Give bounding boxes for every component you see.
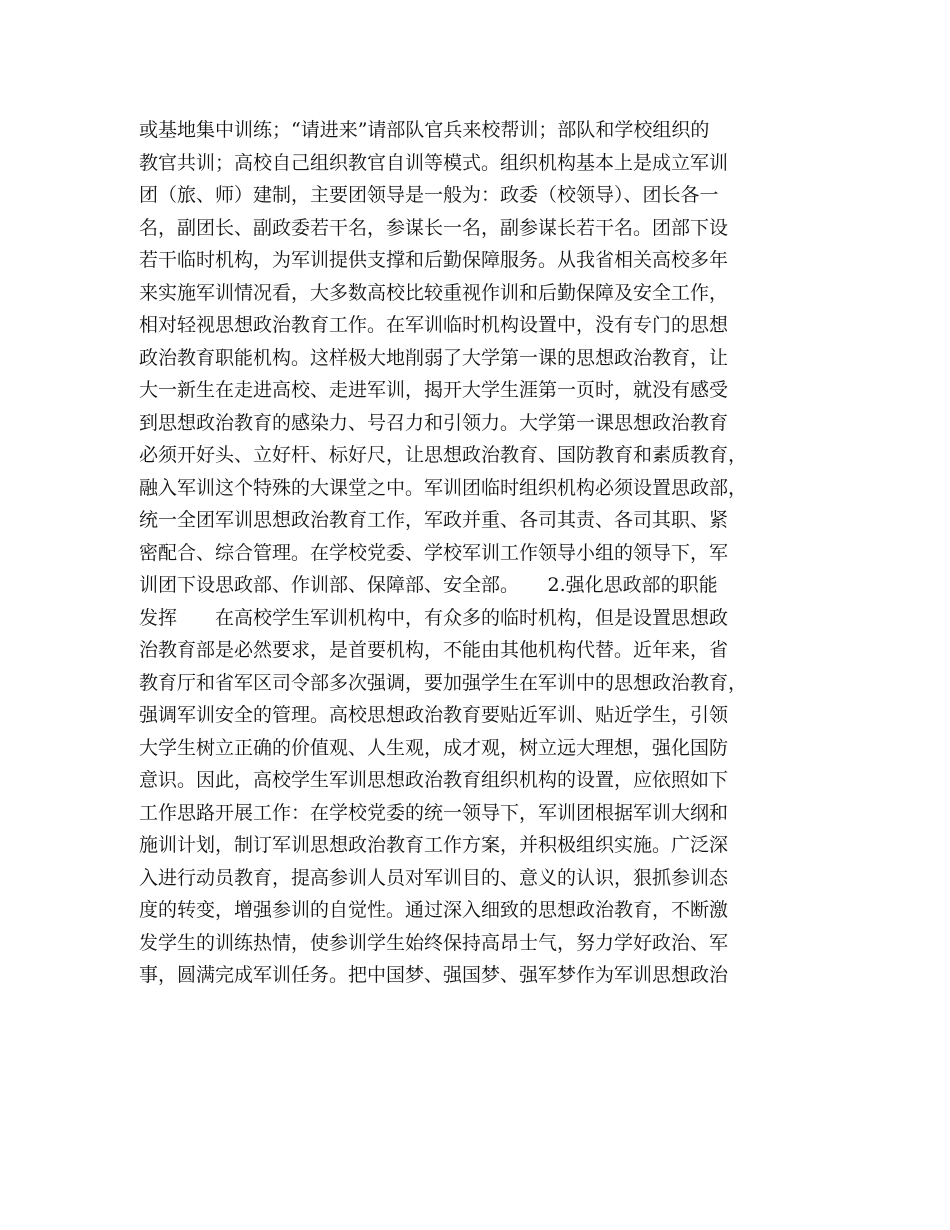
text-line: 发学生的训练热情，使参训学生始终保持高昂士气，努力学好政治、军 xyxy=(139,931,729,954)
text-line: 若干临时机构，为军训提供支撑和后勤保障服务。从我省相关高校多年 xyxy=(139,249,729,271)
text-line: 入进行动员教育，提高参训人员对军训目的、意义的认识，狠抓参训态 xyxy=(139,866,729,889)
text-line: 融入军训这个特殊的大课堂之中。军训团临时组织机构必须设置思政部， xyxy=(139,476,748,499)
text-line: 密配合、综合管理。在学校党委、学校军训工作领导小组的领导下，军 xyxy=(139,541,729,564)
text-line: 必须开好头、立好杆、标好尺，让思想政治教育、国防教育和素质教育， xyxy=(139,444,748,466)
text-line: 统一全团军训思想政治教育工作，军政并重、各司其责、各司其职、紧 xyxy=(139,509,729,531)
text-line: 训团下设思政部、作训部、保障部、安全部。 2.强化思政部的职能 xyxy=(139,574,718,596)
text-line: 发挥 在高校学生军训机构中，有众多的临时机构，但是设置思想政 xyxy=(139,606,729,629)
text-line: 教官共训；高校自己组织教官自训等模式。组织机构基本上是成立军训 xyxy=(139,151,729,174)
text-line: 到思想政治教育的感染力、号召力和引领力。大学第一课思想政治教育 xyxy=(139,411,729,434)
text-line: 大一新生在走进高校、走进军训，揭开大学生涯第一页时，就没有感受 xyxy=(139,379,729,401)
text-line: 名，副团长、副政委若干名，参谋长一名，副参谋长若干名。团部下设 xyxy=(139,216,729,239)
text-line: 政治教育职能机构。这样极大地削弱了大学第一课的思想政治教育，让 xyxy=(139,346,729,369)
text-line: 施训计划，制订军训思想政治教育工作方案，并积极组织实施。广泛深 xyxy=(139,834,729,856)
body-text xyxy=(139,114,829,992)
text-line: 大学生树立正确的价值观、人生观，成才观，树立远大理想，强化国防 xyxy=(139,736,729,759)
text-line: 工作思路开展工作：在学校党委的统一领导下，军训团根据军训大纲和 xyxy=(139,801,729,824)
text-line: 度的转变，增强参训的自觉性。通过深入细致的思想政治教育，不断激 xyxy=(139,899,729,921)
text-line: 团（旅、师）建制，主要团领导是一般为：政委（校领导）、团长各一 xyxy=(139,184,719,206)
text-line: 意识。因此，高校学生军训思想政治教育组织机构的设置，应依照如下 xyxy=(139,769,729,791)
text-line: 来实施军训情况看，大多数高校比较重视作训和后勤保障及安全工作， xyxy=(139,281,729,304)
text-line: 或基地集中训练；“请进来”请部队官兵来校帮训；部队和学校组织的 xyxy=(139,119,710,141)
text-line: 治教育部是必然要求，是首要机构，不能由其他机构代替。近年来，省 xyxy=(139,639,729,661)
text-line: 事，圆满完成军训任务。把中国梦、强国梦、强军梦作为军训思想政治 xyxy=(139,964,729,986)
text-line: 强调军训安全的管理。高校思想政治教育要贴近军训、贴近学生，引领 xyxy=(139,704,729,726)
text-line: 相对轻视思想政治教育工作。在军训临时机构设置中，没有专门的思想 xyxy=(139,314,729,336)
text-line: 教育厅和省军区司令部多次强调，要加强学生在军训中的思想政治教育， xyxy=(139,671,748,694)
